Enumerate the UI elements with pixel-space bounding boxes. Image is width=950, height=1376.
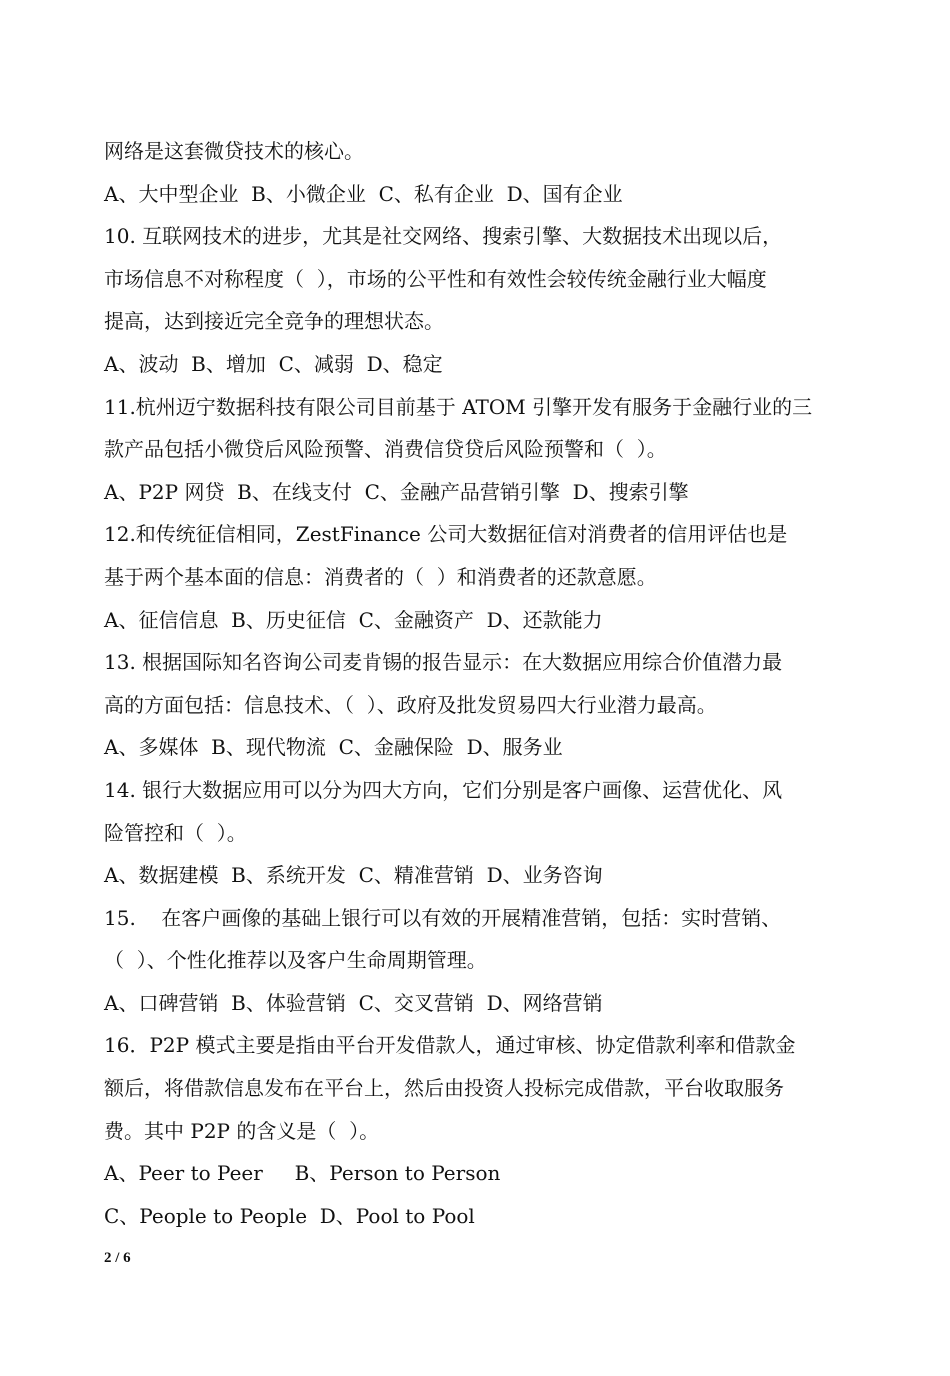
question-16-options-ab: A、Peer to Peer B、Person to Person bbox=[104, 1161, 501, 1186]
question-13-line-2: 高的方面包括：信息技术、（ ）、政府及批发贸易四大行业潜力最高。 bbox=[104, 692, 717, 717]
question-11-line-2: 款产品包括小微贷后风险预警、消费信贷贷后风险预警和（ ）。 bbox=[104, 437, 667, 462]
question-15-line-2: （ ）、个性化推荐以及客户生命周期管理。 bbox=[104, 948, 487, 973]
answer-options: A、大中型企业 B、小微企业 C、私有企业 D、国有企业 bbox=[104, 181, 623, 206]
question-13-line-1: 13. 根据国际知名咨询公司麦肯锡的报告显示：在大数据应用综合价值潜力最 bbox=[104, 650, 783, 675]
question-12-line-1: 12.和传统征信相同，ZestFinance 公司大数据征信对消费者的信用评估也是 bbox=[104, 522, 788, 547]
question-11-options: A、P2P 网贷 B、在线支付 C、金融产品营销引擎 D、搜索引擎 bbox=[104, 479, 689, 504]
page-number: 2 / 6 bbox=[104, 1250, 131, 1266]
question-10-options: A、波动 B、增加 C、减弱 D、稳定 bbox=[104, 351, 443, 376]
question-12-line-2: 基于两个基本面的信息：消费者的（ ）和消费者的还款意愿。 bbox=[104, 564, 657, 589]
question-16-line-3: 费。其中 P2P 的含义是（ ）。 bbox=[104, 1118, 380, 1143]
question-16-line-2: 额后，将借款信息发布在平台上，然后由投资人投标完成借款，平台收取服务 bbox=[104, 1076, 784, 1101]
question-11-line-1: 11.杭州迈宁数据科技有限公司目前基于 ATOM 引擎开发有服务于金融行业的三 bbox=[104, 394, 813, 419]
question-16-line-1: 16．P2P 模式主要是指由平台开发借款人，通过审核、协定借款利率和借款金 bbox=[104, 1033, 796, 1058]
question-10-line-1: 10. 互联网技术的进步，尤其是社交网络、搜索引擎、大数据技术出现以后， bbox=[104, 224, 783, 249]
question-16-options-cd: C、People to People D、Pool to Pool bbox=[104, 1203, 475, 1228]
question-13-options: A、多媒体 B、现代物流 C、金融保险 D、服务业 bbox=[104, 735, 563, 760]
question-text-body bbox=[104, 130, 854, 1237]
question-10-line-2: 市场信息不对称程度（ ），市场的公平性和有效性会较传统金融行业大幅度 bbox=[104, 266, 767, 291]
text-line: 网络是这套微贷技术的核心。 bbox=[104, 139, 364, 163]
question-15-line-1: 15. 在客户画像的基础上银行可以有效的开展精准营销，包括：实时营销、 bbox=[104, 905, 782, 930]
question-14-line-2: 险管控和（ ）。 bbox=[104, 820, 247, 845]
question-12-options: A、征信信息 B、历史征信 C、金融资产 D、还款能力 bbox=[104, 607, 603, 632]
question-15-options: A、口碑营销 B、体验营销 C、交叉营销 D、网络营销 bbox=[104, 990, 603, 1015]
question-10-line-3: 提高，达到接近完全竞争的理想状态。 bbox=[104, 309, 444, 334]
question-14-options: A、数据建模 B、系统开发 C、精准营销 D、业务咨询 bbox=[104, 863, 603, 888]
question-14-line-1: 14. 银行大数据应用可以分为四大方向，它们分别是客户画像、运营优化、风 bbox=[104, 777, 783, 802]
